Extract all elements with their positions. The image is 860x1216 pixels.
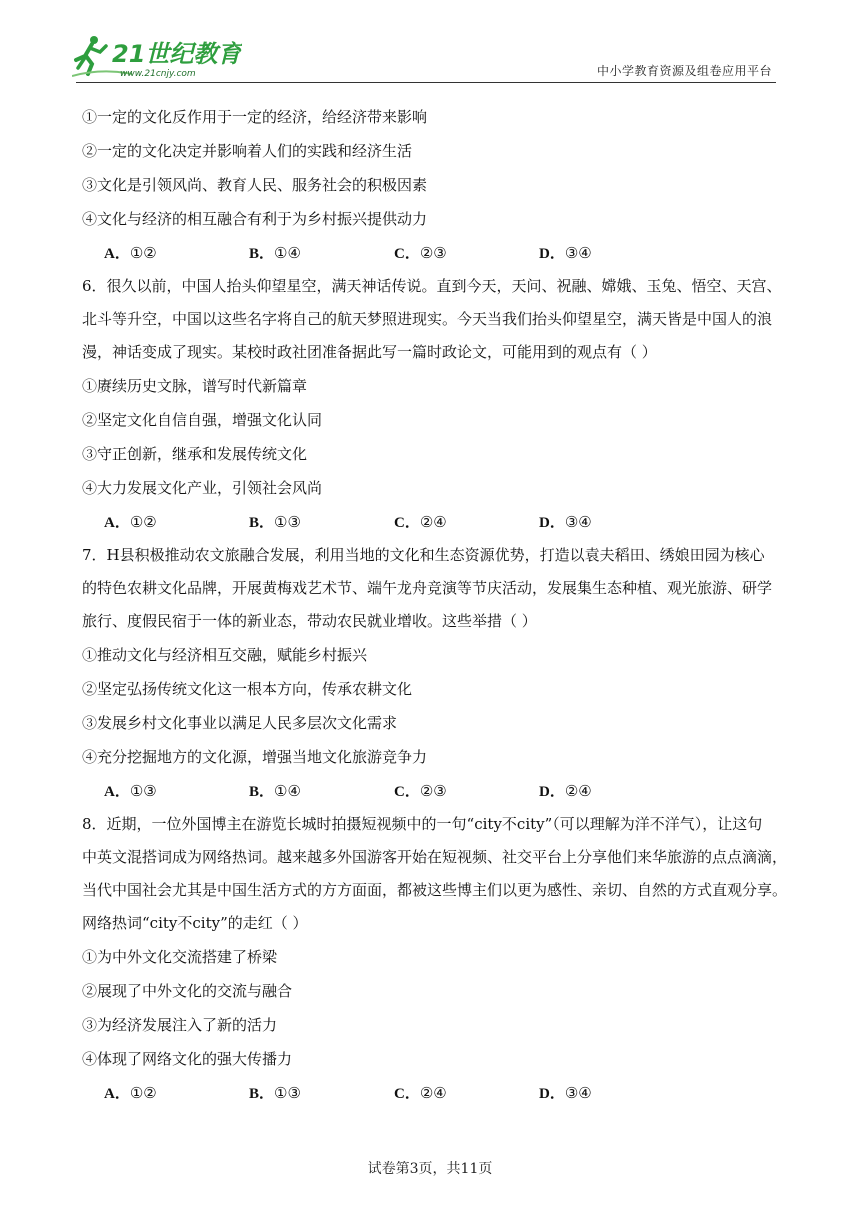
option-d[interactable]: D．②④ bbox=[539, 782, 592, 800]
option-a[interactable]: A．①③ bbox=[104, 782, 157, 800]
statement-item: ②一定的文化决定并影响着人们的实践和经济生活 bbox=[82, 142, 413, 160]
statement-item: ①推动文化与经济相互交融，赋能乡村振兴 bbox=[82, 646, 368, 664]
option-c[interactable]: C．②③ bbox=[394, 244, 447, 262]
statement-item: ②坚定文化自信自强，增强文化认同 bbox=[82, 411, 323, 429]
logo-text: 21世纪教育 bbox=[112, 40, 242, 68]
question-stem: 7．H县积极推动农文旅融合发展，利用当地的文化和生态资源优势，打造以袁夫稻田、绣娘田园为核心 bbox=[82, 546, 765, 564]
statement-item: ③文化是引领风尚、教育人民、服务社会的积极因素 bbox=[82, 176, 428, 194]
statement-item: ①为中外文化交流搭建了桥梁 bbox=[82, 948, 278, 966]
question-8 bbox=[82, 808, 788, 1110]
option-c[interactable]: C．②④ bbox=[394, 513, 447, 531]
question-6 bbox=[82, 270, 782, 539]
option-a[interactable]: A．①② bbox=[104, 244, 157, 262]
answer-options bbox=[82, 505, 782, 539]
statement-item: ④充分挖掘地方的文化源，增强当地文化旅游竞争力 bbox=[82, 748, 428, 766]
statement-item: ②坚定弘扬传统文化这一根本方向，传承农耕文化 bbox=[82, 680, 413, 698]
option-c[interactable]: C．②③ bbox=[394, 782, 447, 800]
answer-options bbox=[82, 1076, 782, 1110]
exam-content bbox=[82, 100, 788, 1110]
statement-item: ④文化与经济的相互融合有利于为乡村振兴提供动力 bbox=[82, 210, 428, 228]
statement-item: ③发展乡村文化事业以满足人民多层次文化需求 bbox=[82, 714, 398, 732]
question-7 bbox=[82, 539, 782, 808]
page-header bbox=[0, 0, 860, 86]
statement-item: ④大力发展文化产业，引领社会风尚 bbox=[82, 479, 323, 497]
question-stem: 6．很久以前，中国人抬头仰望星空，满天神话传说。直到今天，天问、祝融、嫦娥、玉兔、悟空、天宫、 bbox=[82, 277, 782, 295]
page-number: 试卷第3页，共11页 bbox=[367, 1161, 493, 1177]
logo bbox=[72, 34, 242, 80]
statement-item: ④体现了网络文化的强大传播力 bbox=[82, 1050, 293, 1068]
statement-item: ①赓续历史文脉，谱写时代新篇章 bbox=[82, 377, 308, 395]
question-stem: 的特色农耕文化品牌，开展黄梅戏艺术节、端午龙舟竞演等节庆活动，发展集生态种植、观光旅游、研学 bbox=[82, 579, 773, 597]
option-b[interactable]: B．①③ bbox=[249, 1084, 301, 1102]
option-d[interactable]: D．③④ bbox=[539, 1084, 592, 1102]
question-stem: 8．近期，一位外国博主在游览长城时拍摄短视频中的一句“city不city”（可以理解为洋不洋气），让这句 bbox=[82, 815, 763, 833]
option-a[interactable]: A．①② bbox=[104, 513, 157, 531]
option-b[interactable]: B．①④ bbox=[249, 244, 301, 262]
option-b[interactable]: B．①④ bbox=[249, 782, 301, 800]
option-b[interactable]: B．①③ bbox=[249, 513, 301, 531]
answer-options bbox=[82, 236, 782, 270]
question-stem: 漫，神话变成了现实。某校时政社团准备据此写一篇时政论文，可能用到的观点有（ ） bbox=[82, 343, 657, 361]
question-stem: 网络热词“city不city”的走红（ ） bbox=[82, 914, 308, 932]
option-d[interactable]: D．③④ bbox=[539, 244, 592, 262]
logo-url: www.21cnjy.com bbox=[120, 69, 196, 79]
statement-item: ③守正创新，继承和发展传统文化 bbox=[82, 445, 308, 463]
platform-name: 中小学教育资源及组卷应用平台 bbox=[596, 64, 772, 78]
question-stem: 当代中国社会尤其是中国生活方式的方方面面，都被这些博主们以更为感性、亲切、自然的方式直观分享。 bbox=[82, 881, 788, 899]
option-d[interactable]: D．③④ bbox=[539, 513, 592, 531]
answer-options bbox=[82, 774, 782, 808]
question-5 bbox=[82, 100, 782, 270]
question-stem: 旅行、度假民宿于一体的新业态，带动农民就业增收。这些举措（ ） bbox=[82, 612, 537, 630]
option-a[interactable]: A．①② bbox=[104, 1084, 157, 1102]
question-stem: 北斗等升空，中国以这些名字将自己的航天梦照进现实。今天当我们抬头仰望星空，满天皆是中国人的浪 bbox=[82, 310, 773, 328]
header-divider bbox=[76, 82, 776, 83]
statement-item: ②展现了中外文化的交流与融合 bbox=[82, 982, 293, 1000]
option-c[interactable]: C．②④ bbox=[394, 1084, 447, 1102]
statement-item: ③为经济发展注入了新的活力 bbox=[82, 1016, 278, 1034]
question-stem: 中英文混搭词成为网络热词。越来越多外国游客开始在短视频、社交平台上分享他们来华旅游的点点滴滴， bbox=[82, 848, 788, 866]
statement-item: ①一定的文化反作用于一定的经济，给经济带来影响 bbox=[82, 108, 428, 126]
